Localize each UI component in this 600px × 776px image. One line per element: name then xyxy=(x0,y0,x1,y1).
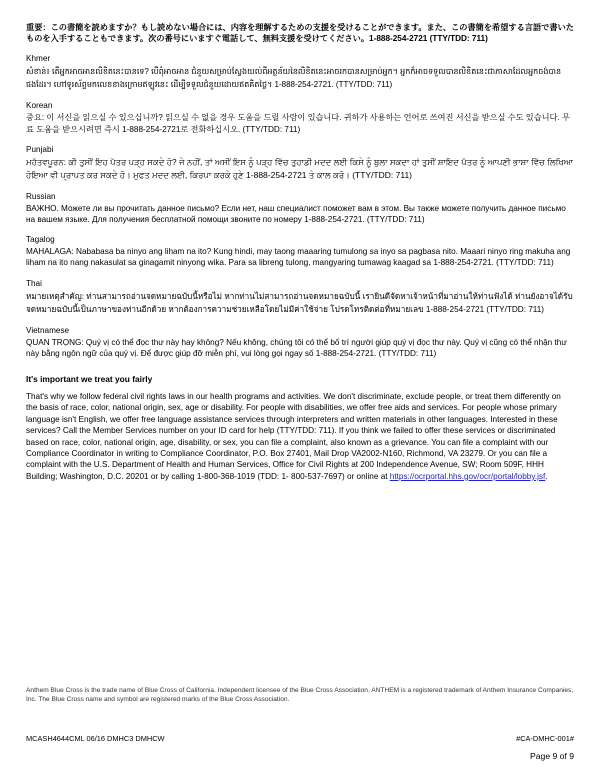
nondiscrimination-paragraph-part2: . xyxy=(545,471,548,481)
footer-bar xyxy=(26,734,574,743)
language-text-khmer: សំខាន់៖ តើអ្នកអាចអានលិខិតនេះបានទេ? បើពុំអាចអាន ជំនួយសម្រាប់ស្វែងយល់ពីអត្ថន័យនៃលិខិតនេះអាចរកបានសម្រាប់អ្នក។ អ្នកក៏អាចទទួលបានលិខិតនេះជាភាសាដែលអ្នកចង់បានផងដែរ។ ហៅទូរស័ព្ទមកលេខខាងក្រោមឥឡូវនេះ ដើម្បីទទួលជំនួយដោយឥតគិតថ្លៃ។ 1-888-254-2721. (TTY/TDD: 711) xyxy=(26,67,562,90)
nondiscrimination-paragraph-part1: That's why we follow federal civil rights laws in our health programs and activities. We don't discriminate, exclude people, or treat them differently on the basis of race, color, national origin, sex, age or disability. For people with disabilities, we offer free aids and services. For people whose primary language isn't English, we offer free language assistance services through interpreters and written materials in other languages. Interested in these services? Call the Member Services number on your ID card for help (TTY/TDD: 711). If you think we failed to offer these services or discriminated based on race, color, national origin, age, disability, or sex, you can file a complaint, also known as a grievance. You can file a complaint with our Compliance Coordinator in writing to Compliance Coordinator, P.O. Box 27401, Mail Drop VA2002-N160, Richmond, VA 23279. Or you can file a complaint with the U.S. Department of Health and Human Services, Office for Civil Rights at 200 Independence Avenue, SW; Room 509F, HHH Building; Washington, D.C. 20201 or by calling 1-800-368-1019 (TDD: 1- 800-537-7697) or online at xyxy=(26,392,561,481)
language-text-russian: ВАЖНО. Можете ли вы прочитать данное письмо? Если нет, наш специалист поможет вам в этом. Вы также можете получить данное письмо на вашем языке. Для получения бесплатной помощи звоните по номеру 1-888-254-2721. (TTY/TDD: 711) xyxy=(26,203,566,225)
language-label-tagalog: Tagalog xyxy=(26,235,55,245)
language-block-khmer xyxy=(26,53,574,91)
language-label-russian: Russian xyxy=(26,191,56,201)
language-block-korean xyxy=(26,100,574,134)
language-text-vietnamese: QUAN TRỌNG: Quý vị có thể đọc thư này hay không? Nếu không, chúng tôi có thể bố trí người giúp quý vị đọc thư này. Quý vị cũng có thể nhận thư này bằng ngôn ngữ của quý vị. Để được giúp đỡ miễn phí, vui lòng gọi ngay số 1-888-254-2721. (TTY/TDD: 711) xyxy=(26,337,567,358)
nondiscrimination-heading: It's important we treat you fairly xyxy=(26,374,153,385)
language-text-korean: 중요: 이 서신을 읽으실 수 있으십니까? 읽으실 수 없을 경우 도움을 드릴 사람이 있습니다. 귀하가 사용하는 언어로 쓰여진 서신을 받으실 수도 있습니다. 무료 도움을 받으시려면 즉시 1-888-254-2721로 전화하십시오. (TTY/TDD: 711) xyxy=(26,113,570,134)
footer-form-code: MCASH4644CML 06/16 DMHC3 DMHCW xyxy=(26,734,165,743)
language-block-intro xyxy=(26,22,574,44)
language-label-khmer: Khmer xyxy=(26,54,51,64)
language-label-punjabi: Punjabi xyxy=(26,144,54,154)
page-number: Page 9 of 9 xyxy=(530,751,574,761)
language-text-intro: 重要：この書簡を読めますか？もし読めない場合には、内容を理解するための支援を受けることができます。また、この書簡を希望する言語で書いたものを入手することもできます。次の番号にいますぐ電話して、無料支援を受けてください。1-888-254-2721 (TTY/TDD: 711) xyxy=(26,23,574,44)
language-text-thai: หมายเหตุสำคัญ: ท่านสามารถอ่านจดหมายฉบับนี้หรือไม่ หากท่านไม่สามารถอ่านจดหมายฉบับนี้ เรายินดีจัดหาเจ้าหน้าที่มาอ่านให้ท่านฟังได้ ท่านยังอาจได้รับจดหมายฉบับนี้เป็นภาษาของท่านอีกด้วย หากต้องการความช่วยเหลือโดยไม่มีค่าใช้จ่าย โปรดโทรติดต่อที่หมายเลข 1-888-254-2721 (TTY/TDD: 711) xyxy=(26,291,573,314)
language-text-tagalog: MAHALAGA: Nababasa ba ninyo ang liham na ito? Kung hindi, may taong maaaring tumulong sa inyo sa pagbasa nito. Maaari ninyo ring makuha ang liham na ito nang nakasulat sa ginagamit ninyong wika. Para sa libreng tulong, mangyaring tumawag kaagad sa 1-888-254-2721. (TTY/TDD: 711) xyxy=(26,247,571,268)
legal-footer-note: Anthem Blue Cross is the trade name of Blue Cross of California. Independent licensee of the Blue Cross Association. ANTHEM is a registered trademark of Anthem Insurance Companies, Inc. The Blue Cross name and symbol are registered marks of the Blue Cross Association. xyxy=(26,687,574,703)
language-block-tagalog xyxy=(26,234,574,268)
language-label-korean: Korean xyxy=(26,101,53,111)
language-label-vietnamese: Vietnamese xyxy=(26,325,70,335)
language-label-thai: Thai xyxy=(26,278,42,288)
footer-doc-code: #CA-DMHC-001# xyxy=(516,734,574,743)
language-block-vietnamese xyxy=(26,325,574,359)
language-block-russian xyxy=(26,191,574,225)
language-block-punjabi xyxy=(26,144,574,182)
language-block-thai xyxy=(26,278,574,316)
ocr-portal-link[interactable]: https://ocrportal.hhs.gov/ocr/portal/lobby.jsf xyxy=(389,471,546,481)
nondiscrimination-paragraph xyxy=(26,391,574,482)
language-text-punjabi: ਮਹੱਤਵਪੂਰਨ: ਕੀ ਤੁਸੀਂ ਇਹ ਪੱਤਰ ਪੜ੍ਹ ਸਕਦੇ ਹੋ? ਜੇ ਨਹੀਂ, ਤਾਂ ਅਸੀਂ ਇਸ ਨੂੰ ਪੜ੍ਹ ਵਿੱਚ ਤੁਹਾਡੀ ਮਦਦ ਲਈ ਕਿਸੇ ਨੂੰ ਬੁਲਾ ਸਕਦਾ ਹਾਂ ਤੁਸੀਂ ਸ਼ਾਇਦ ਪੱਤਰ ਨੂੰ ਆਪਣੀ ਭਾਸ਼ਾ ਵਿੱਚ ਲਿਖਿਆ ਹੋਇਆ ਵੀ ਪ੍ਰਾਪਤ ਕਰ ਸਕਦੇ ਹੋ। ਮੁਫਤ ਮਦਦ ਲਈ, ਕਿਰਪਾ ਕਰਕੇ ਹੁਣੇ 1-888-254-2721 ਤੇ ਕਾਲ ਕਰੋ। (TTY/TDD: 711) xyxy=(26,156,573,180)
